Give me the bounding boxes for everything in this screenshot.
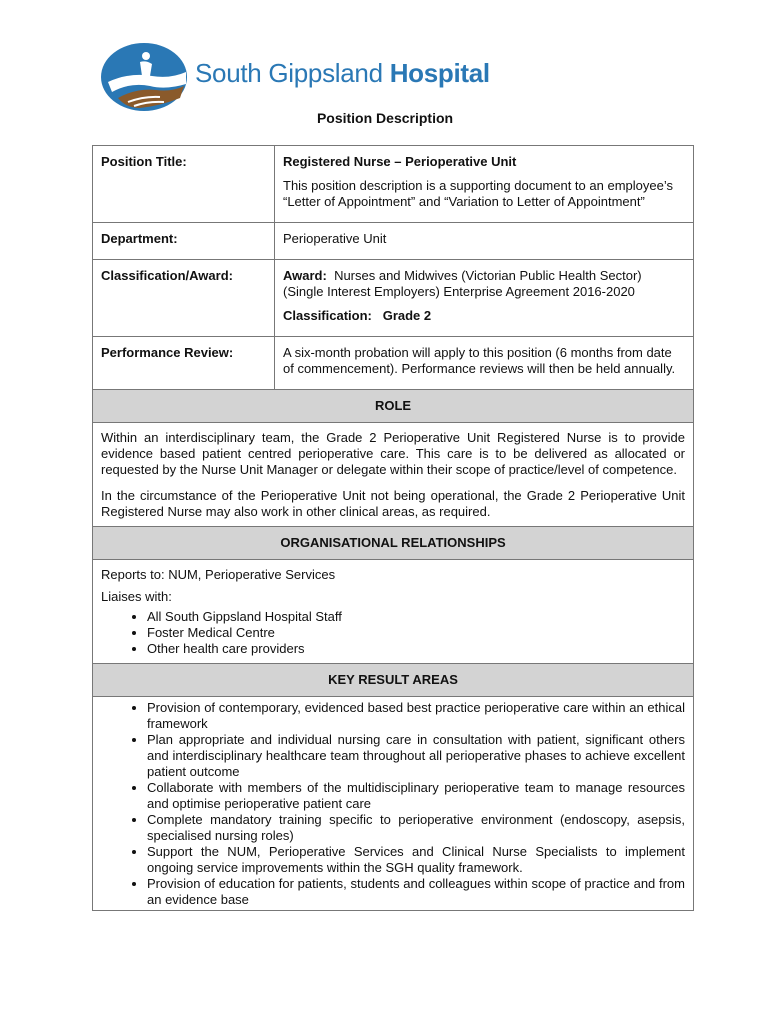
logo-emblem-icon xyxy=(100,42,188,112)
list-item: • Foster Medical Centre xyxy=(147,625,685,641)
department-value: Perioperative Unit xyxy=(283,231,387,246)
role-heading: ROLE xyxy=(93,389,693,422)
row-classification xyxy=(93,259,693,336)
key-result-areas-body xyxy=(93,696,693,910)
performance-review-value: A six-month probation will apply to this position (6 months from date of commencement). Performance reviews will then be held annually. xyxy=(283,345,676,376)
award-line xyxy=(283,268,685,300)
position-title-value: Registered Nurse – Perioperative Unit xyxy=(283,154,517,169)
list-item: • Other health care providers xyxy=(147,641,685,657)
department-cell xyxy=(275,223,693,259)
list-item: • Plan appropriate and individual nursing care in consultation with patient, significant others and interdisciplinary healthcare team throughout all perioperative phases to achieve excellent patient outcome xyxy=(147,732,685,780)
key-result-areas-heading: KEY RESULT AREAS xyxy=(93,663,693,696)
list-item: • All South Gippsland Hospital Staff xyxy=(147,609,685,625)
award-value: Nurses and Midwives (Victorian Public Health Sector) (Single Interest Employers) Enterprise Agreement 2016-2020 xyxy=(283,268,642,299)
classification-label: Classification/Award: xyxy=(93,260,275,336)
logo-wordmark xyxy=(195,58,490,89)
logo-name-regular: South Gippsland xyxy=(195,58,383,88)
list-item: • Complete mandatory training specific to perioperative environment (endoscopy, asepsis, specialised nursing roles) xyxy=(147,812,685,844)
role-paragraph: Within an interdisciplinary team, the Grade 2 Perioperative Unit Registered Nurse is to provide evidence based patient centred perioperative care. This care is to be delivered as allocated or requested by the Nurse Unit Manager or delegate within their scope of practice/level of competence. xyxy=(101,430,685,477)
classification-key: Classification: xyxy=(283,308,372,323)
performance-review-cell xyxy=(275,337,693,389)
list-item: • Provision of education for patients, students and colleagues within scope of practice and from an evidence base xyxy=(147,876,685,908)
key-result-areas-list xyxy=(101,700,685,908)
award-label: Award: xyxy=(283,268,327,283)
department-label: Department: xyxy=(93,223,275,259)
hospital-logo xyxy=(100,42,500,112)
page-title: Position Description xyxy=(316,110,454,126)
row-position-title xyxy=(93,146,693,222)
classification-cell xyxy=(275,260,693,336)
classification-line xyxy=(283,308,685,324)
list-item: • Provision of contemporary, evidenced based best practice perioperative care within an ethical framework xyxy=(147,700,685,732)
position-description-table xyxy=(92,145,694,911)
list-item: • Support the NUM, Perioperative Services and Clinical Nurse Specialists to implement ongoing service improvements within the SGH quality framework. xyxy=(147,844,685,876)
row-performance-review xyxy=(93,336,693,389)
logo-name-bold: Hospital xyxy=(389,58,490,88)
position-title-cell xyxy=(275,146,693,222)
row-department xyxy=(93,222,693,259)
org-relationships-heading: ORGANISATIONAL RELATIONSHIPS xyxy=(93,526,693,559)
position-title-label: Position Title: xyxy=(93,146,275,222)
org-relationships-body xyxy=(93,559,693,663)
position-title-note: This position description is a supporting document to an employee’s “Letter of Appointment” and “Variation to Letter of Appointment” xyxy=(283,178,673,209)
role-body xyxy=(93,422,693,526)
performance-review-label: Performance Review: xyxy=(93,337,275,389)
list-item: • Collaborate with members of the multidisciplinary perioperative team to manage resources and optimise perioperative patient care xyxy=(147,780,685,812)
classification-value: Grade 2 xyxy=(382,308,432,323)
reports-to: Reports to: NUM, Perioperative Services xyxy=(101,567,336,582)
role-paragraph: In the circumstance of the Perioperative Unit not being operational, the Grade 2 Perioperative Unit Registered Nurse may also work in other clinical areas, as required. xyxy=(101,488,685,519)
liaises-list xyxy=(101,609,685,657)
liaises-with: Liaises with: xyxy=(101,589,172,604)
